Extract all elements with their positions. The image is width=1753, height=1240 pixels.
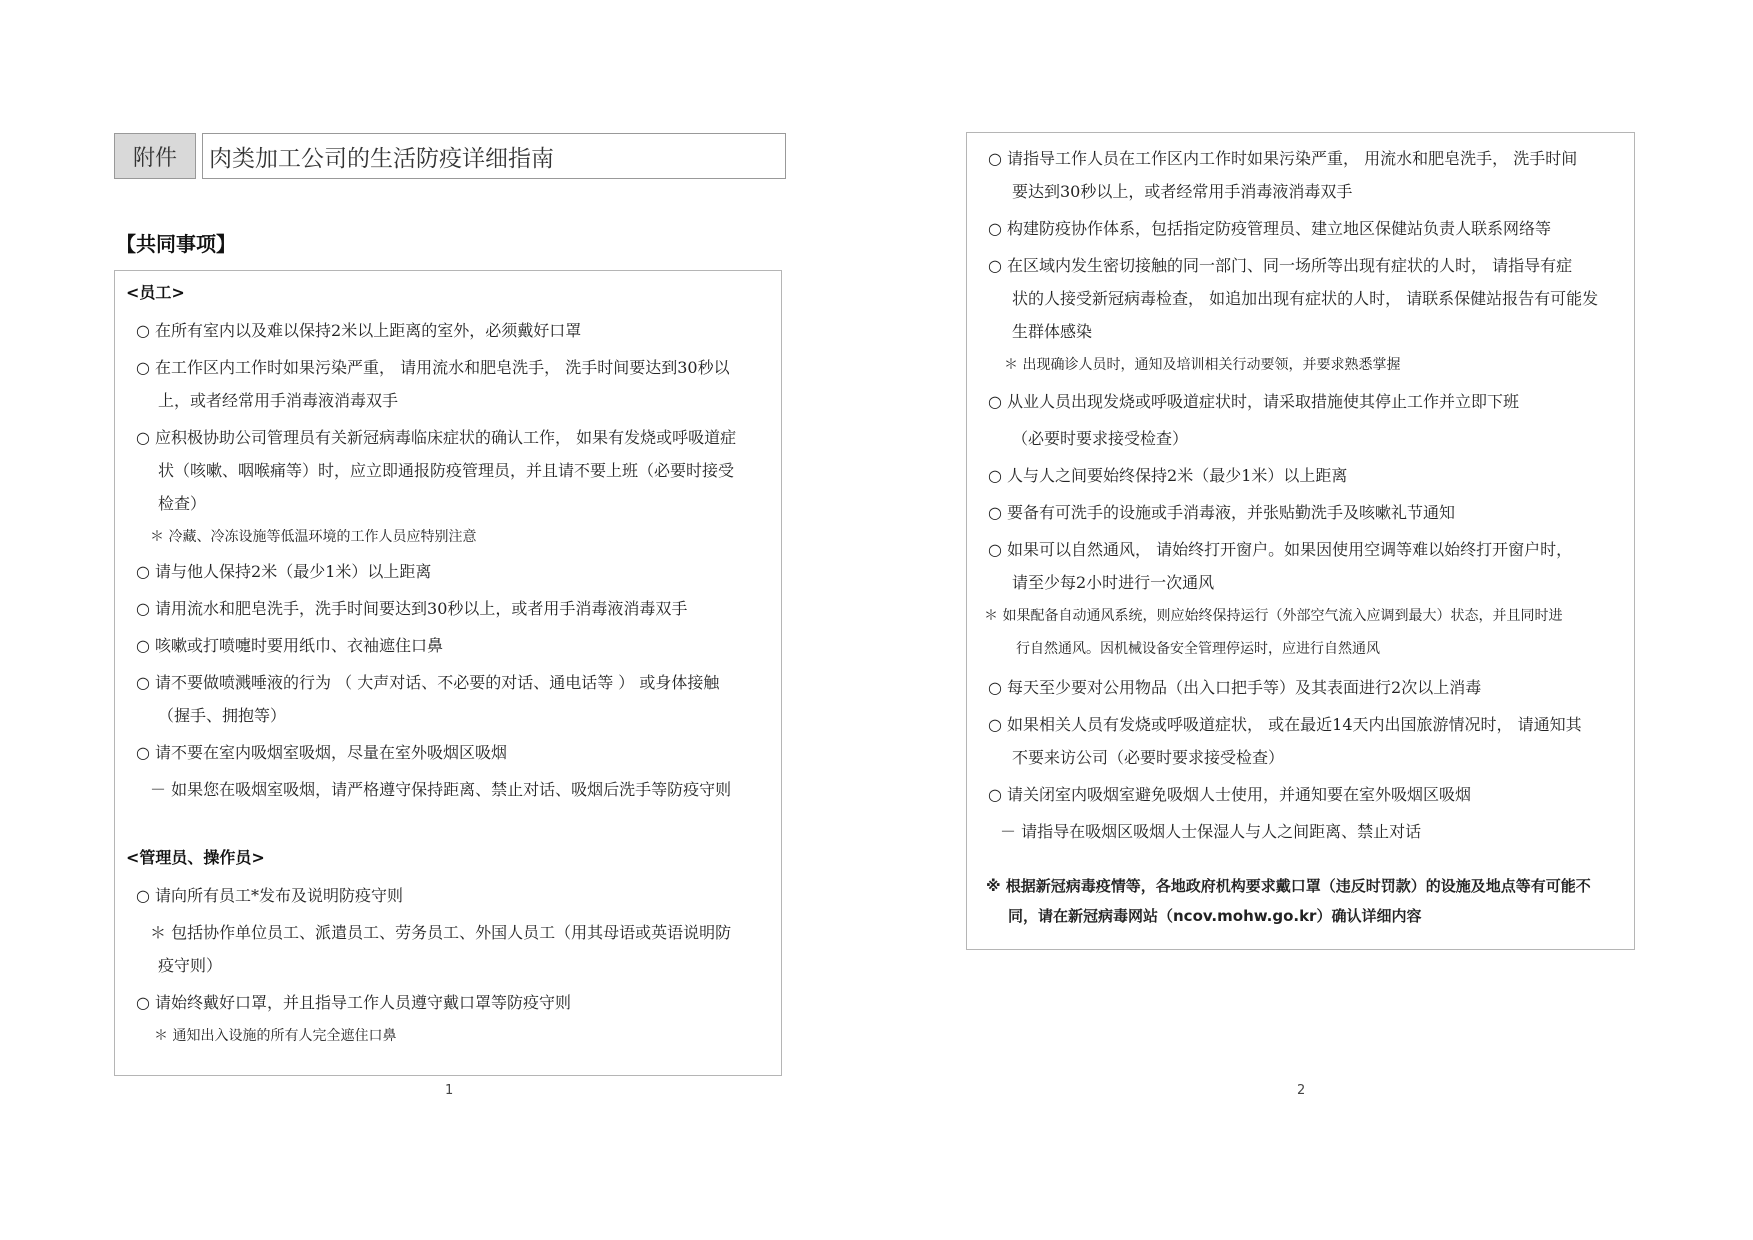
note-item: ＊ 包括协作单位员工、派遣员工、劳务员工、外国人员工（用其母语或英语说明防 bbox=[150, 923, 732, 942]
section-title: 【共同事项】 bbox=[116, 232, 236, 256]
list-item: ○ 每天至少要对公用物品（出入口把手等）及其表面进行2次以上消毒 bbox=[988, 678, 1482, 697]
list-item: ○ 在区域内发生密切接触的同一部门、同一场所等出现有症状的人时， 请指导有症 bbox=[988, 256, 1573, 275]
list-item: ○ 如果可以自然通风， 请始终打开窗户。如果因使用空调等难以始终打开窗户时， bbox=[988, 540, 1573, 559]
list-item: ○ 应积极协助公司管理员有关新冠病毒临床症状的确认工作， 如果有发烧或呼吸道症 bbox=[136, 428, 737, 447]
list-item: ○ 请关闭室内吸烟室避免吸烟人士使用，并通知要在室外吸烟区吸烟 bbox=[988, 785, 1472, 804]
list-item: ○ 构建防疫协作体系，包括指定防疫管理员、建立地区保健站负责人联系网络等 bbox=[988, 219, 1552, 238]
page-number-2: 2 bbox=[1297, 1083, 1306, 1098]
note-item: 行自然通风。因机械设备安全管理停运时，应进行自然通风 bbox=[1016, 641, 1380, 657]
important-notice: ※ 根据新冠病毒疫情等，各地政府机构要求戴口罩（违反时罚款）的设施及地点等有可能不 bbox=[986, 877, 1591, 895]
list-item: ○ 咳嗽或打喷嚏时要用纸巾、衣袖遮住口鼻 bbox=[136, 636, 444, 655]
list-item: ○ 人与人之间要始终保持2米（最少1米）以上距离 bbox=[988, 466, 1348, 485]
list-item: ○ 请向所有员工*发布及说明防疫守则 bbox=[136, 886, 404, 905]
list-item: 要达到30秒以上，或者经常用手消毒液消毒双手 bbox=[1012, 182, 1353, 201]
list-item: ○ 请始终戴好口罩，并且指导工作人员遵守戴口罩等防疫守则 bbox=[136, 993, 572, 1012]
list-item: － 请指导在吸烟区吸烟人士保湿人与人之间距离、禁止对话 bbox=[1000, 822, 1422, 841]
list-item: ○ 请与他人保持2米（最少1米）以上距离 bbox=[136, 562, 432, 581]
list-item: 不要来访公司（必要时要求接受检查） bbox=[1012, 748, 1285, 767]
note-item: ＊ 如果配备自动通风系统，则应始终保持运行（外部空气流入应调到最大）状态，并且同时进 bbox=[984, 608, 1563, 624]
manager-heading: <管理员、操作员> bbox=[126, 848, 265, 867]
list-item: 状（咳嗽、咽喉痛等）时，应立即通报防疫管理员，并且请不要上班（必要时接受 bbox=[158, 461, 735, 480]
document-header bbox=[114, 133, 786, 179]
list-item: ○ 请不要做喷溅唾液的行为 （ 大声对话、不必要的对话、通电话等 ） 或身体接触 bbox=[136, 673, 720, 692]
list-item: ○ 请不要在室内吸烟室吸烟，尽量在室外吸烟区吸烟 bbox=[136, 743, 508, 762]
list-item: （握手、拥抱等） bbox=[158, 706, 287, 725]
note-item: ＊ 出现确诊人员时，通知及培训相关行动要领，并要求熟悉掌握 bbox=[1004, 357, 1401, 373]
list-item: ○ 请用流水和肥皂洗手，洗手时间要达到30秒以上，或者用手消毒液消毒双手 bbox=[136, 599, 688, 618]
list-item: ○ 请指导工作人员在工作区内工作时如果污染严重， 用流水和肥皂洗手， 洗手时间 bbox=[988, 149, 1578, 168]
list-item: 状的人接受新冠病毒检查， 如追加出现有症状的人时， 请联系保健站报告有可能发 bbox=[1012, 289, 1599, 308]
important-notice: 同，请在新冠病毒网站（ncov.mohw.go.kr）确认详细内容 bbox=[1008, 907, 1422, 925]
attachment-label: 附件 bbox=[114, 133, 196, 179]
list-item: ○ 从业人员出现发烧或呼吸道症状时，请采取措施使其停止工作并立即下班 bbox=[988, 392, 1520, 411]
document-title: 肉类加工公司的生活防疫详细指南 bbox=[202, 133, 786, 179]
list-item: － 如果您在吸烟室吸烟，请严格遵守保持距离、禁止对话、吸烟后洗手等防疫守则 bbox=[150, 780, 732, 799]
list-item: 上，或者经常用手消毒液消毒双手 bbox=[158, 391, 399, 410]
list-item: ○ 要备有可洗手的设施或手消毒液，并张贴勤洗手及咳嗽礼节通知 bbox=[988, 503, 1456, 522]
note-item: 疫守则） bbox=[158, 956, 223, 975]
page-number-1: 1 bbox=[445, 1083, 454, 1098]
note-item: ＊ 通知出入设施的所有人完全遮住口鼻 bbox=[154, 1028, 397, 1044]
list-item: ○ 在所有室内以及难以保持2米以上距离的室外，必须戴好口罩 bbox=[136, 321, 582, 340]
list-item: ○ 在工作区内工作时如果污染严重， 请用流水和肥皂洗手， 洗手时间要达到30秒以 bbox=[136, 358, 730, 377]
note-item: ＊ 冷藏、冷冻设施等低温环境的工作人员应特别注意 bbox=[150, 529, 477, 545]
employee-heading: <员工> bbox=[126, 283, 185, 302]
list-item: ○ 如果相关人员有发烧或呼吸道症状， 或在最近14天内出国旅游情况时， 请通知其 bbox=[988, 715, 1582, 734]
list-item: 请至少每2小时进行一次通风 bbox=[1012, 573, 1215, 592]
list-item: （必要时要求接受检查） bbox=[1012, 429, 1189, 448]
list-item: 生群体感染 bbox=[1012, 322, 1093, 341]
list-item: 检查） bbox=[158, 494, 207, 513]
